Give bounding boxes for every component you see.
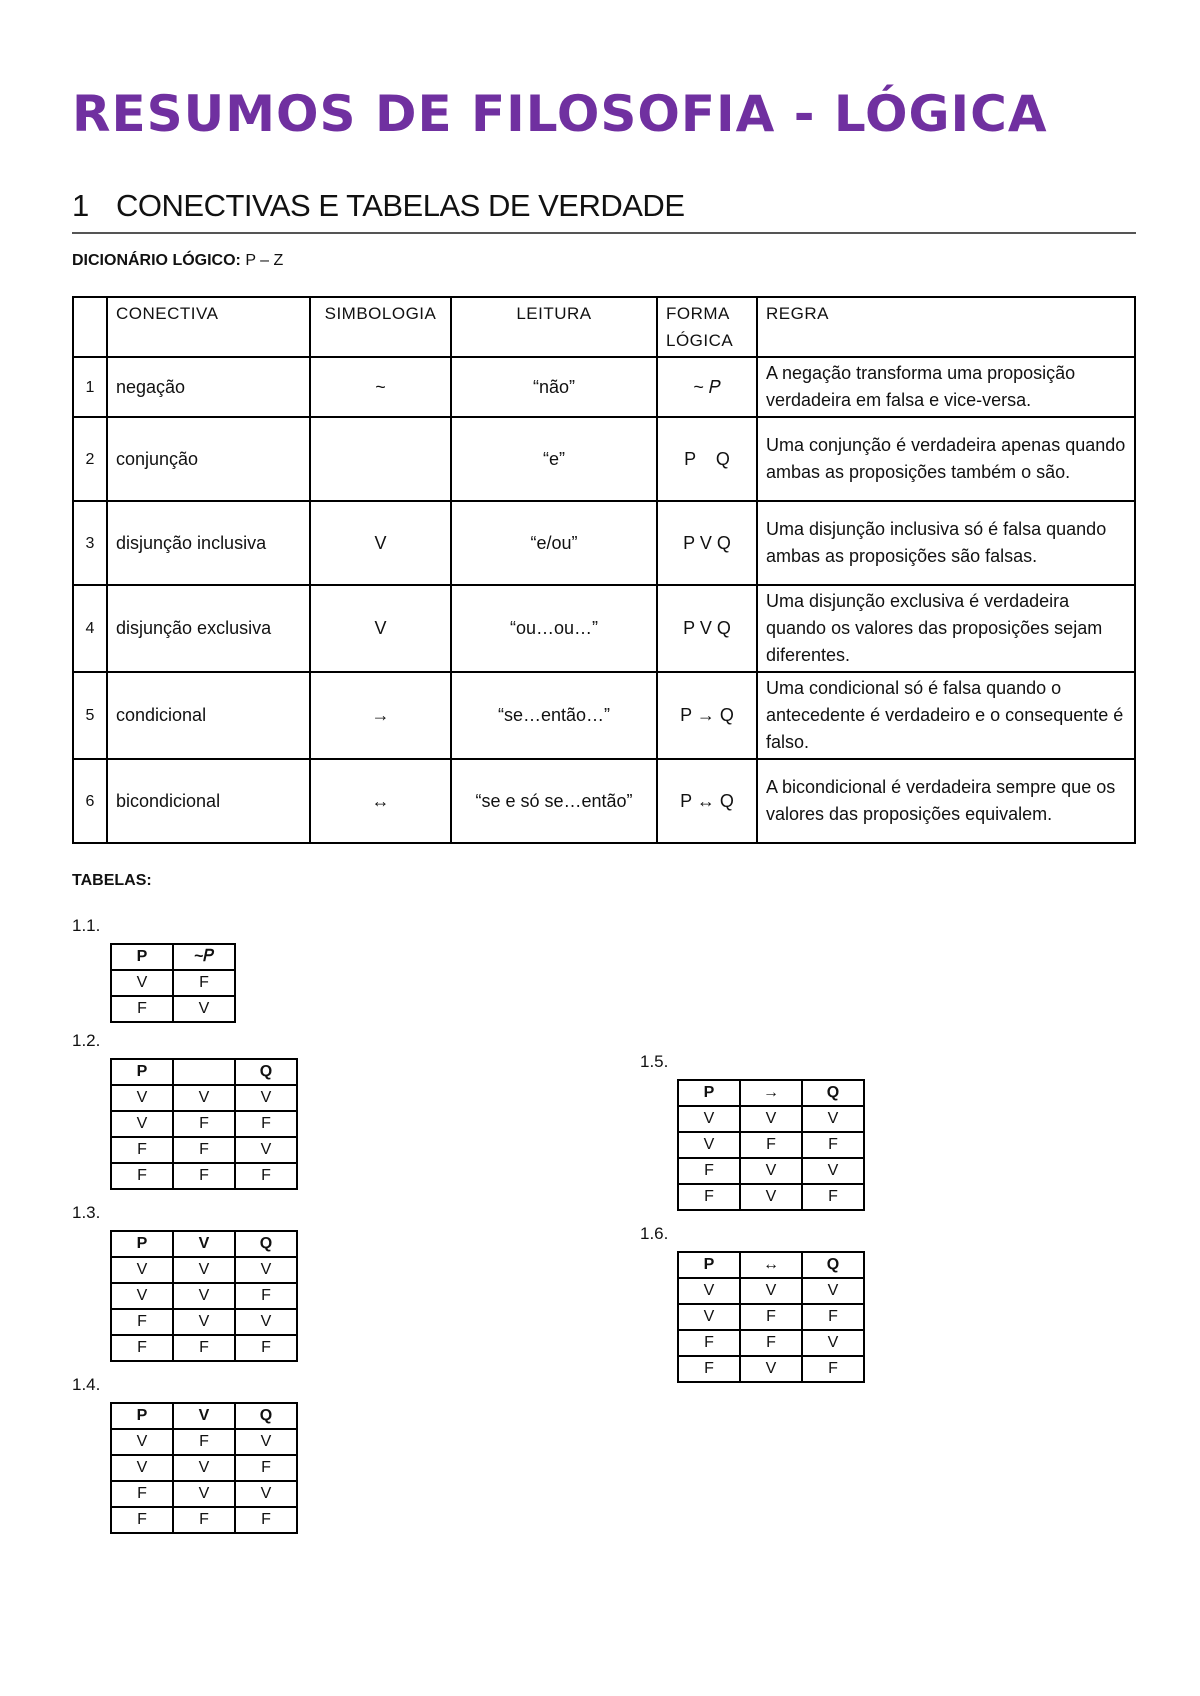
truth-cell: V [173, 1283, 235, 1309]
truth-cell: P [111, 1403, 173, 1429]
connective-reading: “não” [451, 357, 657, 417]
truth-cell: V [111, 1257, 173, 1283]
truth-cell: F [802, 1356, 864, 1382]
truth-cell: F [235, 1455, 297, 1481]
connective-form: ~ 𝑃 [657, 357, 757, 417]
truth-cell: Q [235, 1059, 297, 1085]
connectives-header-row [73, 297, 1135, 357]
row-index: 6 [73, 759, 107, 843]
header-index [73, 297, 107, 357]
dictionary-value: P – Z [245, 252, 284, 269]
section-number: 1 [72, 188, 89, 223]
connective-form: P Q [657, 417, 757, 501]
truth-cell: F [802, 1184, 864, 1210]
truth-row [111, 1455, 297, 1481]
truth-row [111, 1507, 297, 1533]
truth-cell: V [740, 1106, 802, 1132]
truth-cell: F [173, 1507, 235, 1533]
connective-row [73, 759, 1135, 843]
truth-cell: V [235, 1309, 297, 1335]
truth-cell: F [111, 1137, 173, 1163]
truth-cell: V [111, 1111, 173, 1137]
dictionary-line [72, 252, 283, 270]
truth-cell: V [111, 970, 173, 996]
truth-table-label: 1.2. [72, 1031, 101, 1050]
truth-cell: V [111, 1283, 173, 1309]
truth-cell: F [173, 1335, 235, 1361]
connectives-table [72, 296, 1136, 844]
truth-cell: V [173, 996, 235, 1022]
truth-cell: ↔ [740, 1252, 802, 1278]
connective-row [73, 585, 1135, 672]
truth-cell: V [235, 1137, 297, 1163]
row-index: 5 [73, 672, 107, 759]
truth-cell: F [235, 1111, 297, 1137]
truth-cell: F [173, 970, 235, 996]
header-rule: REGRA [757, 297, 1135, 357]
connective-rule: A negação transforma uma proposição verdadeira em falsa e vice-versa. [757, 357, 1135, 417]
truth-cell: V [678, 1304, 740, 1330]
truth-table-header [678, 1080, 864, 1106]
truth-table-label: 1.3. [72, 1203, 101, 1222]
connective-name: disjunção exclusiva [107, 585, 310, 672]
truth-row [678, 1356, 864, 1382]
truth-cell: F [111, 1335, 173, 1361]
truth-row [111, 996, 235, 1022]
truth-row [678, 1184, 864, 1210]
connective-reading: “se e só se…então” [451, 759, 657, 843]
truth-cell: V [235, 1085, 297, 1111]
truth-cell: V [173, 1309, 235, 1335]
truth-cell: F [235, 1163, 297, 1189]
truth-cell: F [678, 1356, 740, 1382]
truth-row [678, 1330, 864, 1356]
truth-cell: V [173, 1481, 235, 1507]
connective-reading: “e” [451, 417, 657, 501]
truth-table-label: 1.6. [640, 1224, 669, 1243]
truth-cell: V [740, 1158, 802, 1184]
truth-cell: Q [235, 1231, 297, 1257]
truth-cell: F [111, 1507, 173, 1533]
connective-row [73, 672, 1135, 759]
connective-rule: A bicondicional é verdadeira sempre que os valores das proposições equivalem. [757, 759, 1135, 843]
truth-row [678, 1132, 864, 1158]
truth-row [678, 1278, 864, 1304]
truth-cell: F [802, 1304, 864, 1330]
dictionary-label: DICIONÁRIO LÓGICO: [72, 252, 241, 269]
connective-row [73, 501, 1135, 585]
truth-cell: V [235, 1481, 297, 1507]
truth-row [111, 1309, 297, 1335]
truth-cell: F [678, 1184, 740, 1210]
truth-table-negation [110, 943, 236, 1023]
header-symbol: SIMBOLOGIA [310, 297, 451, 357]
connective-name: condicional [107, 672, 310, 759]
truth-cell: F [173, 1137, 235, 1163]
truth-table-biconditional [677, 1251, 865, 1383]
connective-reading: “se…então…” [451, 672, 657, 759]
truth-table-header [111, 1403, 297, 1429]
truth-cell: V [111, 1085, 173, 1111]
truth-cell: V [740, 1356, 802, 1382]
connective-rule: Uma condicional só é falsa quando o antecedente é verdadeiro e o consequente é falso. [757, 672, 1135, 759]
row-index: 2 [73, 417, 107, 501]
truth-cell: F [173, 1429, 235, 1455]
truth-row [111, 1137, 297, 1163]
connective-form: P V Q [657, 501, 757, 585]
truth-row [111, 1283, 297, 1309]
connective-symbol: → [310, 672, 451, 759]
truth-row [678, 1158, 864, 1184]
truth-row [111, 970, 235, 996]
connective-name: conjunção [107, 417, 310, 501]
truth-table-label: 1.5. [640, 1052, 669, 1071]
truth-row [111, 1481, 297, 1507]
truth-cell: F [173, 1111, 235, 1137]
truth-table-conjunction [110, 1058, 298, 1190]
connective-rule: Uma disjunção inclusiva só é falsa quando ambas as proposições são falsas. [757, 501, 1135, 585]
truth-cell: F [678, 1330, 740, 1356]
truth-cell: F [111, 996, 173, 1022]
connective-form: P ↔ Q [657, 759, 757, 843]
truth-cell: V [111, 1429, 173, 1455]
truth-cell: V [235, 1257, 297, 1283]
truth-cell: P [678, 1252, 740, 1278]
truth-table-exclusive-disjunction [110, 1402, 298, 1534]
truth-row [678, 1106, 864, 1132]
truth-cell: V [111, 1455, 173, 1481]
connective-name: bicondicional [107, 759, 310, 843]
truth-cell: F [111, 1481, 173, 1507]
truth-cell: Q [235, 1403, 297, 1429]
row-index: 4 [73, 585, 107, 672]
truth-cell: V [173, 1403, 235, 1429]
truth-cell: V [678, 1278, 740, 1304]
section-title: CONECTIVAS E TABELAS DE VERDADE [116, 188, 685, 223]
truth-cell: Q [802, 1080, 864, 1106]
truth-cell: F [111, 1163, 173, 1189]
truth-cell: F [111, 1309, 173, 1335]
connective-row [73, 357, 1135, 417]
truth-cell: V [173, 1455, 235, 1481]
truth-table-header [111, 944, 235, 970]
page-title: RESUMOS DE FILOSOFIA - LÓGICA [72, 85, 1048, 143]
truth-table-header [111, 1059, 297, 1085]
truth-cell: F [235, 1283, 297, 1309]
tables-heading: TABELAS: [72, 872, 152, 889]
connective-row [73, 417, 1135, 501]
connective-symbol: ↔ [310, 759, 451, 843]
truth-cell: F [740, 1132, 802, 1158]
truth-cell: V [740, 1184, 802, 1210]
connective-reading: “ou…ou…” [451, 585, 657, 672]
truth-cell [173, 1059, 235, 1085]
truth-row [111, 1257, 297, 1283]
truth-row [111, 1163, 297, 1189]
truth-cell: V [173, 1085, 235, 1111]
connective-symbol: V [310, 501, 451, 585]
truth-cell: V [802, 1278, 864, 1304]
truth-cell: P [111, 1059, 173, 1085]
truth-cell: F [678, 1158, 740, 1184]
connective-form: P → Q [657, 672, 757, 759]
header-connective: CONECTIVA [107, 297, 310, 357]
connective-symbol: V [310, 585, 451, 672]
truth-cell: P [678, 1080, 740, 1106]
truth-row [678, 1304, 864, 1330]
truth-cell: F [235, 1507, 297, 1533]
truth-table-label: 1.4. [72, 1375, 101, 1394]
truth-cell: P [111, 1231, 173, 1257]
truth-table-header [111, 1231, 297, 1257]
truth-cell: P [111, 944, 173, 970]
truth-cell: F [740, 1330, 802, 1356]
connective-name: disjunção inclusiva [107, 501, 310, 585]
connective-rule: Uma conjunção é verdadeira apenas quando ambas as proposições também o são. [757, 417, 1135, 501]
truth-cell: → [740, 1080, 802, 1106]
truth-cell: Q [802, 1252, 864, 1278]
header-reading: LEITURA [451, 297, 657, 357]
truth-table-label: 1.1. [72, 916, 101, 935]
truth-cell: F [173, 1163, 235, 1189]
truth-row [111, 1335, 297, 1361]
connective-symbol: ~ [310, 357, 451, 417]
truth-cell: V [802, 1330, 864, 1356]
truth-cell: V [678, 1132, 740, 1158]
truth-cell: F [740, 1304, 802, 1330]
truth-table-inclusive-disjunction [110, 1230, 298, 1362]
truth-cell: V [802, 1106, 864, 1132]
connective-rule: Uma disjunção exclusiva é verdadeira quando os valores das proposições sejam diferentes. [757, 585, 1135, 672]
truth-cell: F [235, 1335, 297, 1361]
connective-form: P V Q [657, 585, 757, 672]
truth-cell: V [678, 1106, 740, 1132]
connective-name: negação [107, 357, 310, 417]
truth-table-header [678, 1252, 864, 1278]
truth-cell: V [173, 1231, 235, 1257]
truth-table-conditional [677, 1079, 865, 1211]
truth-row [111, 1085, 297, 1111]
row-index: 1 [73, 357, 107, 417]
truth-cell: F [802, 1132, 864, 1158]
truth-cell: V [740, 1278, 802, 1304]
section-heading [72, 186, 1136, 234]
truth-cell: ~𝑃 [173, 944, 235, 970]
row-index: 3 [73, 501, 107, 585]
connective-reading: “e/ou” [451, 501, 657, 585]
truth-cell: V [802, 1158, 864, 1184]
connective-symbol [310, 417, 451, 501]
header-form: FORMA LÓGICA [657, 297, 757, 357]
truth-row [111, 1111, 297, 1137]
truth-cell: V [173, 1257, 235, 1283]
truth-cell: V [235, 1429, 297, 1455]
truth-row [111, 1429, 297, 1455]
